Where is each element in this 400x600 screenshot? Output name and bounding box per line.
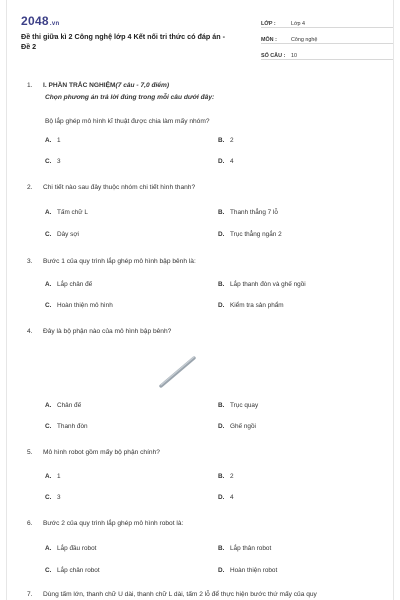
- option-letter: C.: [45, 158, 52, 165]
- question-6-option-d[interactable]: [218, 567, 277, 574]
- question-5-option-d[interactable]: [218, 494, 234, 501]
- question-1-text: Bộ lắp ghép mô hình kĩ thuật được chia làm mấy nhóm?: [45, 118, 210, 125]
- option-text: Lắp thanh đòn và ghế ngồi: [230, 281, 306, 288]
- question-6: [27, 520, 183, 527]
- option-letter: B.: [218, 402, 225, 409]
- question-4-option-a[interactable]: [45, 402, 81, 409]
- option-letter: A.: [45, 545, 52, 552]
- meta-subject-label: MÔN :: [261, 37, 277, 43]
- option-text: 4: [230, 158, 234, 165]
- meta-class-value: Lớp 4: [291, 21, 306, 27]
- section-title-note: (7 câu - 7,0 điểm): [115, 82, 170, 89]
- question-5-number: 5.: [27, 449, 33, 456]
- question-7-text: Dùng tấm lớn, thanh chữ U dài, thanh chữ L dài, tấm 2 lỗ để thực hiện bước thứ mấy của quy: [43, 591, 317, 598]
- question-2: [27, 184, 195, 191]
- section-number: 1.: [27, 82, 33, 89]
- question-1-option-b[interactable]: [218, 137, 234, 144]
- option-letter: C.: [45, 494, 52, 501]
- option-text: 3: [57, 158, 61, 165]
- question-4-option-d[interactable]: [218, 423, 256, 430]
- option-text: Hoàn thiện robot: [230, 567, 278, 574]
- exam-title-line-2: Đề 2: [21, 42, 37, 51]
- option-text: 1: [57, 473, 61, 480]
- option-text: Thanh thẳng 7 lỗ: [230, 209, 278, 216]
- meta-subject-row: [261, 30, 394, 44]
- option-letter: C.: [45, 302, 52, 309]
- question-1-option-c[interactable]: [45, 158, 61, 165]
- option-text: 4: [230, 494, 234, 501]
- question-4-number: 4.: [27, 328, 33, 335]
- question-5-option-a[interactable]: [45, 473, 61, 480]
- option-letter: C.: [45, 231, 52, 238]
- exam-header: [21, 14, 381, 60]
- exam-title-line-1: Đề thi giữa kì 2 Công nghệ lớp 4 Kết nối tri thức có đáp án -: [21, 32, 226, 41]
- question-1-option-a[interactable]: [45, 137, 61, 144]
- question-2-option-c[interactable]: [45, 231, 79, 238]
- option-text: Lắp đầu robot: [57, 545, 97, 552]
- question-1-option-d[interactable]: [218, 158, 234, 165]
- question-3-option-d[interactable]: [218, 302, 284, 309]
- option-letter: D.: [218, 423, 225, 430]
- meta-count-row: [261, 46, 394, 60]
- question-2-text: Chi tiết nào sau đây thuộc nhóm chi tiết hình thanh?: [43, 184, 196, 191]
- question-6-option-a[interactable]: [45, 545, 96, 552]
- option-text: 3: [57, 494, 61, 501]
- option-text: Tấm chữ L: [57, 209, 88, 216]
- option-text: Kiểm tra sản phẩm: [230, 302, 284, 309]
- question-6-number: 6.: [27, 520, 33, 527]
- option-letter: D.: [218, 494, 225, 501]
- section-instruction: Chọn phương án trả lời đúng trong mỗi câu dưới đây:: [45, 94, 215, 101]
- option-letter: D.: [218, 158, 225, 165]
- question-6-option-b[interactable]: [218, 545, 271, 552]
- question-4-option-c[interactable]: [45, 423, 88, 430]
- option-text: Lắp chân robot: [57, 567, 100, 574]
- option-letter: A.: [45, 137, 52, 144]
- question-5: [27, 449, 160, 456]
- exam-meta: [261, 14, 394, 62]
- question-3-text: Bước 1 của quy trình lắp ghép mô hình bập bênh là:: [43, 258, 196, 265]
- question-4-option-b[interactable]: [218, 402, 258, 409]
- question-7: [27, 591, 317, 598]
- meta-count-label: SỐ CÂU :: [261, 53, 286, 59]
- exam-title: [21, 32, 241, 52]
- meta-count-value: 10: [291, 53, 297, 59]
- option-letter: D.: [218, 231, 225, 238]
- question-6-option-c[interactable]: [45, 567, 100, 574]
- option-letter: B.: [218, 281, 225, 288]
- question-7-number: 7.: [27, 591, 33, 598]
- question-3-option-b[interactable]: [218, 281, 306, 288]
- section-heading: [27, 82, 169, 89]
- question-5-option-c[interactable]: [45, 494, 61, 501]
- option-letter: D.: [218, 302, 225, 309]
- question-2-option-b[interactable]: [218, 209, 278, 216]
- meta-class-label: LỚP :: [261, 21, 276, 27]
- option-text: Chân đế: [57, 402, 82, 409]
- option-letter: C.: [45, 567, 52, 574]
- question-3-option-c[interactable]: [45, 302, 113, 309]
- option-text: Dây sợi: [57, 231, 79, 238]
- option-text: Thanh đòn: [57, 423, 88, 430]
- option-letter: A.: [45, 473, 52, 480]
- option-letter: B.: [218, 209, 225, 216]
- option-text: 2: [230, 473, 234, 480]
- question-6-text: Bước 2 của quy trình lắp ghép mô hình robot là:: [43, 520, 184, 527]
- option-letter: B.: [218, 137, 225, 144]
- question-3-option-a[interactable]: [45, 281, 92, 288]
- section-title: I. PHẦN TRẮC NGHIỆM: [43, 82, 116, 89]
- meta-subject-value: Công nghệ: [291, 37, 318, 43]
- question-5-text: Mô hình robot gồm mấy bộ phận chính?: [43, 449, 160, 456]
- exam-page: [6, 0, 394, 600]
- option-letter: A.: [45, 209, 52, 216]
- option-text: Lắp thân robot: [230, 545, 272, 552]
- option-text: Ghế ngồi: [230, 423, 256, 430]
- question-2-option-d[interactable]: [218, 231, 282, 238]
- question-5-option-b[interactable]: [218, 473, 234, 480]
- option-letter: B.: [218, 545, 225, 552]
- option-letter: B.: [218, 473, 225, 480]
- option-letter: D.: [218, 567, 225, 574]
- question-4: [27, 328, 171, 335]
- question-2-number: 2.: [27, 184, 33, 191]
- option-letter: A.: [45, 402, 52, 409]
- option-text: Lắp chân đế: [57, 281, 93, 288]
- brand-suffix: .vn: [49, 21, 60, 27]
- option-text: Trục thẳng ngắn 2: [230, 231, 282, 238]
- option-letter: C.: [45, 423, 52, 430]
- question-3-number: 3.: [27, 258, 33, 265]
- question-2-option-a[interactable]: [45, 209, 88, 216]
- question-4-text: Đây là bộ phận nào của mô hình bập bênh?: [43, 328, 172, 335]
- option-text: Hoàn thiện mô hình: [57, 302, 113, 309]
- option-text: 2: [230, 137, 234, 144]
- seesaw-lever-image: [157, 355, 197, 389]
- brand-name: 2048: [21, 14, 49, 28]
- option-letter: A.: [45, 281, 52, 288]
- option-text: Trục quay: [230, 402, 259, 409]
- option-text: 1: [57, 137, 61, 144]
- question-3: [27, 258, 196, 265]
- meta-class-row: [261, 14, 394, 28]
